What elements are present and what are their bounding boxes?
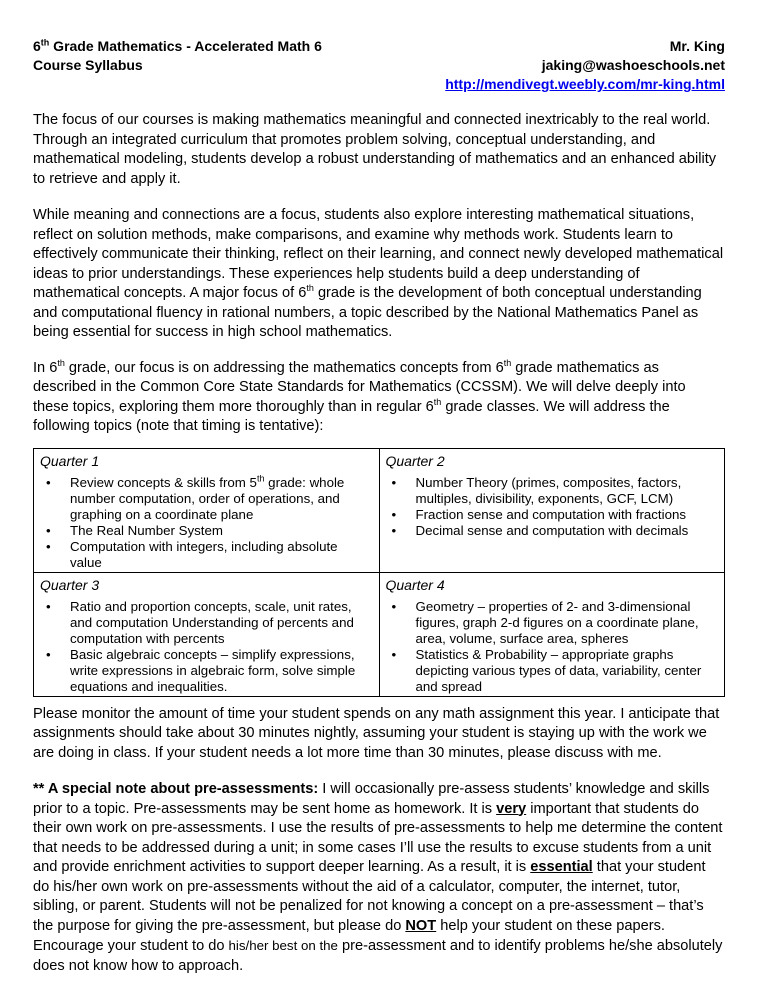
quarter-3-title: Quarter 3: [40, 576, 100, 593]
homework-paragraph: Please monitor the amount of time your student spends on any math assignment this year. I anticipate that assignments should take about 30 minutes nightly, assuming your student is staying up with the work we are doing in class. If your student needs a lot more time than 30 minutes, please discuss with me.: [33, 705, 720, 761]
bullet-icon: •: [46, 538, 51, 554]
quarter-2-cell: [379, 448, 725, 572]
pre-assessment-text-b: important that students do their own work on pre-assessments. I use the results of pre-assessments to help me determine the content that needs to be addressed during a unit; in some cases I’ll use the results to excuse students from a unit and provide enrichment activities to support deeper learning. As a result, it is: [33, 800, 723, 875]
quarter-4-cell: [379, 572, 725, 696]
pre-assessment-text-small: his/her best on the: [228, 938, 338, 953]
bullet-icon: •: [391, 522, 397, 538]
document-header: [33, 37, 725, 94]
list-item: [40, 523, 373, 539]
meaning-paragraph-sup: th: [306, 283, 314, 294]
quarter-1-list: [40, 475, 373, 571]
list-item: [386, 475, 719, 507]
quarter-2-list: [386, 475, 719, 539]
teacher-name: Mr. King: [669, 38, 725, 54]
list-item: [40, 599, 373, 647]
syllabus-page: [33, 37, 725, 976]
course-title-text: Grade Mathematics - Accelerated Math 6: [49, 38, 322, 54]
list-item: [386, 523, 719, 539]
list-item: [40, 539, 373, 571]
course-title-sup: th: [40, 37, 50, 48]
bullet-icon: •: [46, 474, 51, 490]
course-title: [33, 37, 322, 56]
quarter-2-title: Quarter 2: [385, 452, 445, 469]
emphasis-essential: essential: [530, 859, 593, 875]
bullet-icon: •: [46, 598, 51, 614]
q1-item-3-text: Computation with integers, including absolute value: [70, 538, 338, 570]
q3-item-1-text: Ratio and proportion concepts, scale, unit rates, and computation Understanding of percents and computation with percents: [70, 598, 354, 646]
emphasis-not: NOT: [405, 917, 437, 934]
list-item: [386, 507, 719, 523]
bullet-icon: •: [46, 646, 51, 662]
meaning-paragraph: [33, 206, 725, 343]
quarter-4-title: Quarter 4: [385, 576, 445, 593]
pre-assessment-text-d: help your student on these papers. Encourage your student to do: [33, 917, 665, 954]
teacher-email: jaking@washoeschools.net: [541, 57, 725, 73]
meaning-paragraph-text-a: While meaning and connections are a focus, students also explore interesting mathematical situations, reflect on solution methods, make comparisons, and examine why methods work. Students learn to effectively communicate their thinking, reflect on their learning, and connect newly developed mathematical ideas to prior understandings. These experiences help students build a deep understanding of mathematical concepts. A major focus of 6: [33, 207, 724, 301]
focus-text-d: grade classes. We will address the following topics (note that timing is tentative):: [33, 398, 670, 434]
header-left: [33, 37, 322, 94]
teacher-website-link[interactable]: http://mendivegt.weebly.com/mr-king.html: [445, 76, 725, 92]
list-item: [386, 599, 719, 647]
bullet-icon: •: [391, 506, 397, 522]
bullet-icon: •: [391, 474, 397, 490]
focus-text-c: grade mathematics as described in the Common Core State Standards for Mathematics (CCSSM). We will delve deeply into these topics, exploring them more thoroughly than in regular 6: [33, 359, 686, 415]
quarters-row-1: [34, 448, 725, 572]
meaning-paragraph-text-b: grade is the development of both conceptual understanding and computational fluency in rational numbers, a topic described by the National Mathematics Panel as being essential for success in high school mathematics.: [33, 285, 702, 340]
pre-assessment-text-a: I will occasionally pre-assess students’ knowledge and skills prior to a topic. Pre-assessments may be sent home as homework. It is: [33, 781, 710, 817]
focus-sup-3: th: [433, 396, 442, 407]
focus-text-b: grade, our focus is on addressing the mathematics concepts from 6: [64, 359, 504, 376]
q2-item-2-text: Fraction sense and computation with fractions: [415, 506, 687, 522]
quarters-table: [33, 448, 725, 697]
intro-paragraph: The focus of our courses is making mathematics meaningful and connected inextricably to the real world. Through an integrated curriculum that promotes problem solving, conceptual understanding, and mathematical modeling, students develop a robust understanding of mathematics and an enhanced ability to retrieve and apply it.: [33, 112, 717, 187]
pre-assessment-text-c: that your student do his/her own work on pre-assessments without the aid of a calculator, computer, the internet, tutor, sibling, or parent. Students will not be penalized for not knowing a concept on a pre-assessment – that’s the purpose for giving the pre-assessment, but please do: [33, 859, 706, 934]
header-right: [445, 37, 725, 94]
quarter-4-list: [386, 599, 719, 695]
focus-sup-2: th: [503, 357, 512, 368]
q2-item-1-text: Number Theory (primes, composites, factors, multiples, divisibility, exponents, GCF, LCM): [415, 474, 682, 506]
emphasis-very: very: [496, 800, 527, 817]
bullet-icon: •: [46, 522, 51, 538]
list-item: [40, 647, 373, 695]
quarter-3-list: [40, 599, 373, 695]
pre-assessment-paragraph: [33, 780, 725, 976]
course-title-grade: 6: [33, 38, 41, 54]
bullet-icon: •: [391, 646, 397, 662]
q1-item-1-text-a: Review concepts & skills from 5: [70, 474, 257, 490]
quarter-1-cell: [34, 448, 380, 572]
q1-item-1-sup: th: [256, 473, 265, 484]
q1-item-2-text: The Real Number System: [70, 522, 223, 538]
quarters-row-2: [34, 572, 725, 696]
q4-item-2-text: Statistics & Probability – appropriate graphs depicting various types of data, variability, center and spread: [415, 646, 702, 694]
q3-item-2-text: Basic algebraic concepts – simplify expressions, write expressions in algebraic form, solve simple equations and inequalities.: [70, 646, 356, 694]
q1-item-1-text-b: grade: whole number computation, order of operations, and graphing on a coordinate plane: [70, 474, 345, 522]
course-subtitle: Course Syllabus: [33, 57, 143, 73]
q2-item-3-text: Decimal sense and computation with decimals: [415, 522, 689, 538]
quarter-1-title: Quarter 1: [40, 452, 100, 469]
focus-paragraph: [33, 359, 725, 437]
list-item: [40, 475, 373, 523]
quarter-3-cell: [34, 572, 380, 696]
list-item: [386, 647, 719, 695]
pre-assessment-text-e: pre-assessment and to identify problems he/she absolutely does not know how to approach.: [33, 938, 723, 974]
bullet-icon: •: [391, 598, 397, 614]
pre-assessment-heading: ** A special note about pre-assessments:: [33, 781, 319, 797]
q4-item-1-text: Geometry – properties of 2- and 3-dimensional figures, graph 2-d figures on a coordinate plane, area, volume, surface area, spheres: [415, 598, 699, 646]
focus-sup-1: th: [57, 357, 65, 368]
focus-text-a: In 6: [33, 359, 58, 376]
